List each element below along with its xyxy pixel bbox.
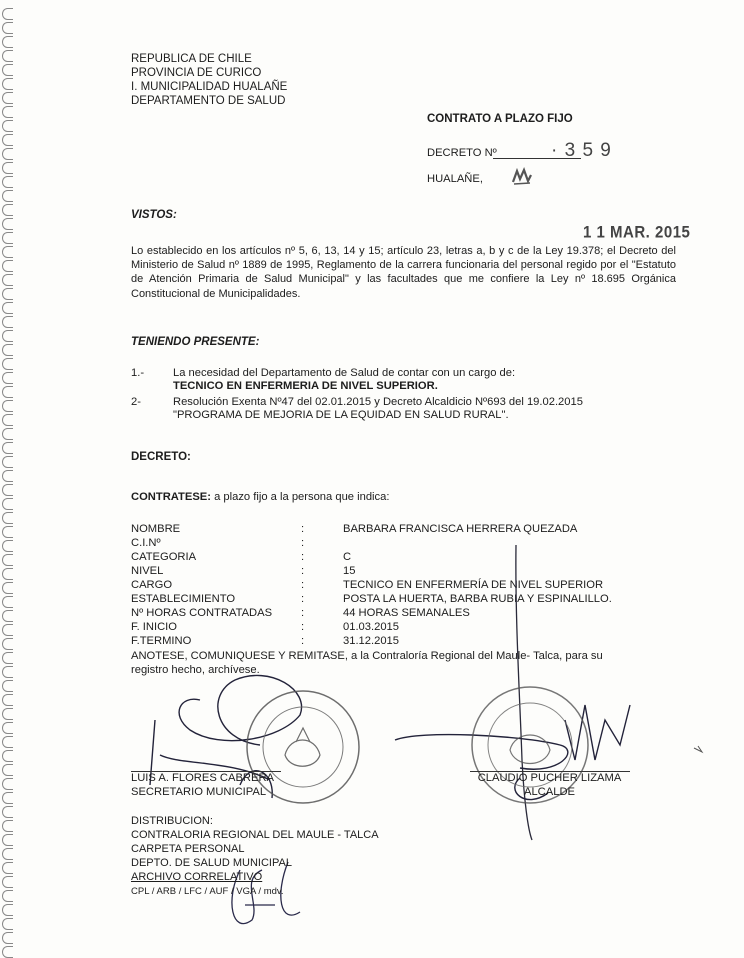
binding-ring — [2, 680, 13, 692]
binding-ring — [2, 708, 13, 720]
binding-ring — [2, 414, 13, 426]
binding-ring — [2, 890, 13, 902]
detail-label: F.TERMINO — [131, 635, 192, 647]
anotese-line-2: registro hecho, archívese. — [131, 664, 260, 676]
binding-ring — [2, 134, 13, 146]
binding-ring — [2, 498, 13, 510]
detail-label: F. INICIO — [131, 621, 177, 633]
binding-ring — [2, 148, 13, 160]
binding-ring — [2, 722, 13, 734]
detail-row — [131, 522, 651, 536]
distribution-item: ARCHIVO CORRELATIVO — [131, 871, 263, 883]
detail-colon: : — [301, 579, 305, 591]
binding-ring — [2, 806, 13, 818]
decreto-heading: DECRETO: — [131, 451, 191, 463]
teniendo-heading: TENIENDO PRESENTE: — [131, 336, 260, 348]
binding-ring — [2, 666, 13, 678]
detail-row — [131, 620, 651, 634]
binding-ring — [2, 778, 13, 790]
decreto-number: · 3 5 9 — [551, 140, 612, 161]
binding-ring — [2, 596, 13, 608]
detail-colon: : — [301, 621, 305, 633]
binding-ring — [2, 624, 13, 636]
binding-ring — [2, 428, 13, 440]
binding-ring — [2, 470, 13, 482]
binding-ring — [2, 204, 13, 216]
anotese-line-1: ANOTESE, COMUNIQUESE Y REMITASE, a la Contraloría Regional del Maule- Talca, para su — [131, 650, 603, 662]
detail-row — [131, 606, 651, 620]
binding-ring — [2, 92, 13, 104]
detail-value: 31.12.2015 — [343, 635, 399, 647]
binding-ring — [2, 750, 13, 762]
binding-ring — [2, 512, 13, 524]
detail-row — [131, 550, 651, 564]
detail-colon: : — [301, 537, 305, 549]
binding-ring — [2, 162, 13, 174]
detail-colon: : — [301, 523, 305, 535]
binding-edge — [0, 0, 14, 958]
detail-colon: : — [301, 607, 305, 619]
binding-ring — [2, 22, 13, 34]
binding-ring — [2, 330, 13, 342]
vistos-heading: VISTOS: — [131, 209, 177, 221]
detail-value: POSTA LA HUERTA, BARBA RUBIA Y ESPINALILLO. — [343, 593, 612, 605]
binding-ring — [2, 50, 13, 62]
binding-ring — [2, 456, 13, 468]
signatory-role: SECRETARIO MUNICIPAL — [131, 786, 267, 798]
detail-row — [131, 536, 651, 550]
binding-ring — [2, 638, 13, 650]
header-line: I. MUNICIPALIDAD HUALAÑE — [131, 81, 288, 93]
binding-ring — [2, 344, 13, 356]
binding-ring — [2, 792, 13, 804]
vistos-text: Lo establecido en los artículos nº 5, 6, 13, 14 y 15; artículo 23, letras a, b y c de la Ley 19.378; el Decreto del Ministerio de Salud nº 1889 de 1995, Reglamento de la carrera funcionaria del personal regido por el "Estatuto de Atención Primaria de Salud Municipal" y las facultades que me confiere la Ley nº 18.695 Orgánica Constitucional de Municipalidades. — [131, 245, 676, 300]
binding-ring — [2, 834, 13, 846]
binding-ring — [2, 260, 13, 272]
binding-ring — [2, 8, 13, 20]
detail-label: CARGO — [131, 579, 173, 591]
binding-ring — [2, 876, 13, 888]
detail-label: NOMBRE — [131, 523, 181, 535]
binding-ring — [2, 372, 13, 384]
detail-value: BARBARA FRANCISCA HERRERA QUEZADA — [343, 523, 578, 535]
binding-ring — [2, 764, 13, 776]
binding-ring — [2, 540, 13, 552]
date-stamp: 1 1 MAR. 2015 — [583, 223, 691, 242]
binding-ring — [2, 526, 13, 538]
contratese-line — [131, 491, 389, 504]
binding-ring — [2, 946, 13, 958]
signatory-name: LUIS A. FLORES CABRERA — [131, 772, 274, 784]
binding-ring — [2, 848, 13, 860]
binding-ring — [2, 246, 13, 258]
header-line: DEPARTAMENTO DE SALUD — [131, 95, 286, 107]
binding-ring — [2, 442, 13, 454]
binding-ring — [2, 820, 13, 832]
binding-ring — [2, 190, 13, 202]
handwritten-mark-icon — [510, 167, 534, 187]
distribution-initials: CPL / ARB / LFC / AUF / VGA / mdv. — [131, 886, 284, 897]
item-number: 2- — [131, 396, 141, 408]
detail-colon: : — [301, 565, 305, 577]
detail-value: 44 HORAS SEMANALES — [343, 607, 470, 619]
header-line: PROVINCIA DE CURICO — [131, 67, 262, 79]
institution-header — [131, 52, 287, 108]
detail-label: Nº HORAS CONTRATADAS — [131, 607, 273, 619]
binding-ring — [2, 358, 13, 370]
binding-ring — [2, 582, 13, 594]
binding-ring — [2, 554, 13, 566]
distribution-item: CONTRALORIA REGIONAL DEL MAULE - TALCA — [131, 829, 379, 841]
distribution-item: DEPTO. DE SALUD MUNICIPAL — [131, 857, 292, 869]
detail-colon: : — [301, 551, 305, 563]
binding-ring — [2, 932, 13, 944]
detail-label: C.I.Nº — [131, 537, 161, 549]
binding-ring — [2, 568, 13, 580]
binding-ring — [2, 386, 13, 398]
distribution-heading: DISTRIBUCION: — [131, 815, 213, 827]
detail-row — [131, 592, 651, 606]
binding-ring — [2, 694, 13, 706]
contract-title: CONTRATO A PLAZO FIJO — [427, 113, 573, 125]
detail-colon: : — [301, 635, 305, 647]
binding-ring — [2, 64, 13, 76]
binding-ring — [2, 288, 13, 300]
binding-ring — [2, 484, 13, 496]
contract-details-table — [131, 522, 651, 648]
contratese-label: CONTRATESE: — [131, 491, 211, 503]
binding-ring — [2, 302, 13, 314]
binding-ring — [2, 176, 13, 188]
distribution-block — [131, 814, 379, 899]
right-signatory — [472, 771, 627, 799]
binding-ring — [2, 232, 13, 244]
item-line-bold: TECNICO EN ENFERMERIA DE NIVEL SUPERIOR. — [173, 380, 438, 392]
binding-ring — [2, 316, 13, 328]
signatory-role: ALCALDE — [524, 786, 575, 798]
detail-value: 01.03.2015 — [343, 621, 399, 633]
item-line: Resolución Exenta Nº47 del 02.01.2015 y Decreto Alcaldicio Nº693 del 19.02.2015 — [173, 396, 583, 408]
detail-value: TECNICO EN ENFERMERÍA DE NIVEL SUPERIOR — [343, 579, 604, 591]
header-line: REPUBLICA DE CHILE — [131, 53, 252, 65]
binding-ring — [2, 736, 13, 748]
binding-ring — [2, 106, 13, 118]
detail-label: NIVEL — [131, 565, 164, 577]
detail-colon: : — [301, 593, 305, 605]
item-line: "PROGRAMA DE MEJORIA DE LA EQUIDAD EN SALUD RURAL". — [173, 409, 509, 421]
contratese-text: a plazo fijo a la persona que indica: — [210, 491, 390, 503]
decreto-label: DECRETO Nº — [427, 147, 497, 159]
binding-ring — [2, 120, 13, 132]
binding-ring — [2, 610, 13, 622]
hualane-label: HUALAÑE, — [427, 173, 483, 185]
signatory-name: CLAUDIO PUCHER LIZAMA — [477, 772, 622, 784]
binding-ring — [2, 36, 13, 48]
binding-ring — [2, 652, 13, 664]
detail-value: C — [343, 551, 352, 563]
binding-ring — [2, 78, 13, 90]
detail-value: 15 — [343, 565, 356, 577]
binding-ring — [2, 218, 13, 230]
binding-ring — [2, 918, 13, 930]
detail-row — [131, 578, 651, 592]
left-signatory — [131, 771, 274, 799]
detail-row — [131, 634, 651, 648]
binding-ring — [2, 400, 13, 412]
binding-ring — [2, 274, 13, 286]
detail-label: ESTABLECIMIENTO — [131, 593, 236, 605]
distribution-item: CARPETA PERSONAL — [131, 843, 245, 855]
item-line: La necesidad del Departamento de Salud de contar con un cargo de: — [173, 367, 516, 379]
detail-label: CATEGORIA — [131, 551, 197, 563]
detail-row — [131, 564, 651, 578]
binding-ring — [2, 862, 13, 874]
item-number: 1.- — [131, 367, 145, 379]
binding-ring — [2, 904, 13, 916]
